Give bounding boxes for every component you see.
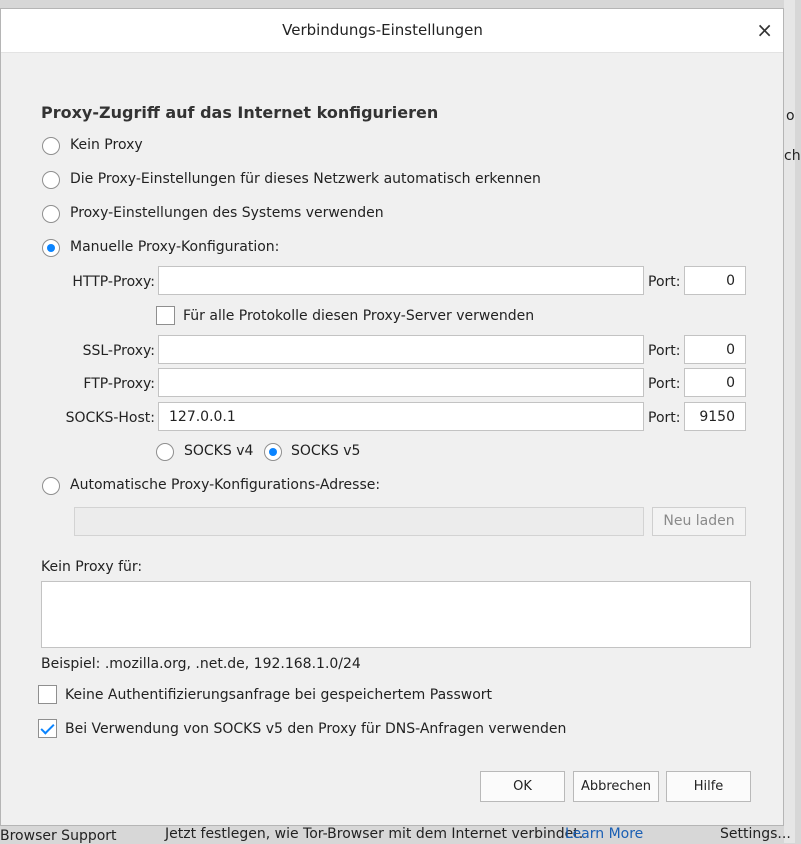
dialog-titlebar xyxy=(1,9,783,53)
background-browser-support: Browser Support xyxy=(0,828,117,844)
radio-auto-detect-label[interactable]: Die Proxy-Einstellungen für dieses Netzwerk automatisch erkennen xyxy=(70,171,541,187)
radio-system-proxy-label[interactable]: Proxy-Einstellungen des Systems verwenden xyxy=(70,205,384,221)
radio-socks-v4[interactable] xyxy=(156,443,174,461)
ok-button[interactable]: OK xyxy=(480,771,565,802)
radio-socks-v5[interactable] xyxy=(264,443,282,461)
radio-socks-v5-label[interactable]: SOCKS v5 xyxy=(291,443,361,459)
ftp-proxy-input[interactable] xyxy=(158,368,644,397)
no-proxy-textarea[interactable] xyxy=(41,581,751,648)
socks-host-label: SOCKS-Host: xyxy=(65,410,155,426)
connection-settings-dialog xyxy=(0,8,784,826)
radio-no-proxy-label[interactable]: Kein Proxy xyxy=(70,137,143,153)
radio-no-proxy[interactable] xyxy=(42,137,60,155)
background-settings-button[interactable]: Settings... xyxy=(720,826,791,842)
auto-config-url-input[interactable] xyxy=(74,507,644,536)
ssl-port-input[interactable] xyxy=(684,335,746,364)
http-proxy-label: HTTP-Proxy: xyxy=(72,274,155,290)
no-proxy-hint: Beispiel: .mozilla.org, .net.de, 192.168.1.0/24 xyxy=(41,656,361,672)
socks-port-input[interactable] xyxy=(684,402,746,431)
http-proxy-input[interactable] xyxy=(158,266,644,295)
ftp-port-input[interactable] xyxy=(684,368,746,397)
ftp-port-label: Port: xyxy=(648,376,681,392)
socks-port-label: Port: xyxy=(648,410,681,426)
close-icon[interactable]: × xyxy=(756,18,773,42)
radio-socks-v4-label[interactable]: SOCKS v4 xyxy=(184,443,254,459)
ftp-proxy-label: FTP-Proxy: xyxy=(83,376,155,392)
socks-dns-checkbox[interactable] xyxy=(38,719,57,738)
reload-button[interactable]: Neu laden xyxy=(652,507,746,536)
socks-dns-label[interactable]: Bei Verwendung von SOCKS v5 den Proxy für DNS-Anfragen verwenden xyxy=(65,721,567,737)
radio-manual-proxy-label[interactable]: Manuelle Proxy-Konfiguration: xyxy=(70,239,280,255)
radio-auto-detect[interactable] xyxy=(42,171,60,189)
section-title: Proxy-Zugriff auf das Internet konfigurieren xyxy=(41,103,439,122)
dialog-title: Verbindungs-Einstellungen xyxy=(282,21,483,39)
ssl-port-label: Port: xyxy=(648,343,681,359)
http-port-input[interactable] xyxy=(684,266,746,295)
background-learn-more-link[interactable]: Learn More xyxy=(565,826,644,842)
socks-host-input[interactable] xyxy=(158,402,644,431)
ssl-proxy-label: SSL-Proxy: xyxy=(82,343,155,359)
share-proxy-label[interactable]: Für alle Protokolle diesen Proxy-Server verwenden xyxy=(183,308,535,324)
help-button[interactable]: Hilfe xyxy=(666,771,751,802)
background-description: Jetzt festlegen, wie Tor-Browser mit dem Internet verbindet. xyxy=(165,826,584,842)
background-scroll-strip xyxy=(784,0,795,843)
ssl-proxy-input[interactable] xyxy=(158,335,644,364)
background-fragment: ch xyxy=(784,148,801,164)
no-auth-prompt-label[interactable]: Keine Authentifizierungsanfrage bei gespeichertem Passwort xyxy=(65,687,493,703)
cancel-button[interactable]: Abbrechen xyxy=(573,771,659,802)
http-port-label: Port: xyxy=(648,274,681,290)
background-fragment: o xyxy=(786,108,795,124)
share-proxy-checkbox[interactable] xyxy=(156,306,175,325)
radio-auto-config-url[interactable] xyxy=(42,477,60,495)
radio-manual-proxy[interactable] xyxy=(42,239,60,257)
no-proxy-label: Kein Proxy für: xyxy=(41,559,143,575)
radio-auto-config-url-label[interactable]: Automatische Proxy-Konfigurations-Adresse: xyxy=(70,477,381,493)
radio-system-proxy[interactable] xyxy=(42,205,60,223)
no-auth-prompt-checkbox[interactable] xyxy=(38,685,57,704)
